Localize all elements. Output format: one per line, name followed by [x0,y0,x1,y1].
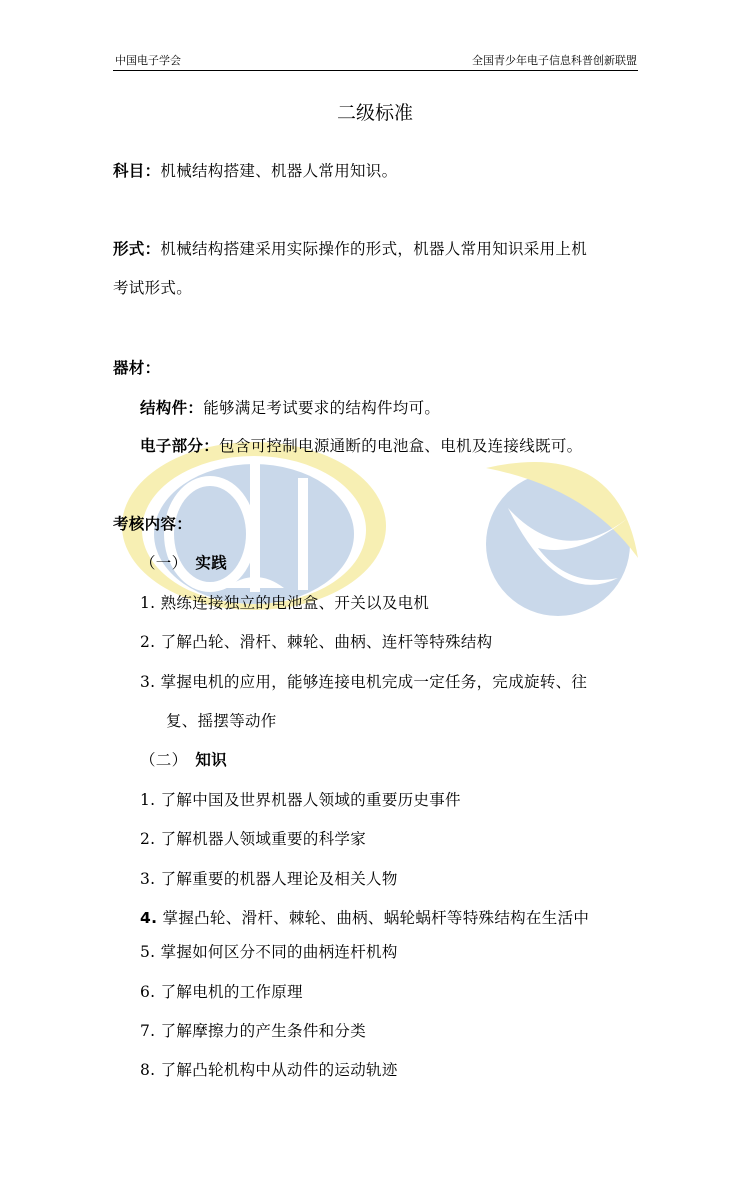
header-divider [113,70,638,71]
equipment-item-label: 结构件： [140,399,204,417]
item-text: 了解机器人领域重要的科学家 [160,830,367,848]
item-number: 7. [140,1022,156,1040]
item-number: 8. [140,1061,156,1079]
form-label: 形式： [113,240,161,258]
watermark-logo-right [468,448,640,620]
equipment-label: 器材： [113,359,161,377]
item-text: 熟练连接独立的电池盒、开关以及电机 [160,594,430,612]
header-left: 中国电子学会 [115,54,181,67]
list-item [140,670,587,692]
item-continuation: 复、摇摆等动作 [166,712,277,730]
item-number: 5. [140,943,156,961]
form-text-1: 机械结构搭建采用实际操作的形式，机器人常用知识采用上机 [160,240,588,258]
list-item [140,1019,366,1041]
item-text: 了解摩擦力的产生条件和分类 [160,1022,367,1040]
section-title: 实践 [195,554,228,572]
item-number: 2. [140,633,156,651]
item-number: 6. [140,983,156,1001]
list-item [140,980,303,1002]
section-heading [140,551,227,573]
equipment-item-text: 能够满足考试要求的结构件均可。 [203,399,441,417]
subject-text: 机械结构搭建、机器人常用知识。 [160,162,398,180]
item-number: 1. [140,791,156,809]
section-number: （一） [140,554,188,572]
section-title: 知识 [195,751,228,769]
item-number: 3. [140,870,156,888]
page-title: 二级标准 [336,102,413,124]
item-number: 2. [140,830,156,848]
item-text: 掌握凸轮、滑杆、棘轮、曲柄、蜗轮蜗杆等特殊结构在生活中 [162,909,590,927]
list-item [140,630,492,652]
item-number: 1. [140,594,156,612]
list-item [140,867,398,889]
item-text: 了解凸轮机构中从动件的运动轨迹 [160,1061,398,1079]
item-text: 了解中国及世界机器人领域的重要历史事件 [160,791,461,809]
list-item [140,788,461,810]
form-line-2: 考试形式。 [113,279,193,297]
item-text: 掌握电机的应用，能够连接电机完成一定任务，完成旋转、往 [160,673,588,691]
list-item [140,827,366,849]
item-number: 3. [140,673,156,691]
subject-label: 科目： [113,162,161,180]
form-line-1 [113,237,587,259]
list-item [140,591,429,613]
item-text: 了解电机的工作原理 [160,983,303,1001]
content-label: 考核内容： [113,515,193,533]
list-item [140,1058,398,1080]
item-number: 4. [140,909,158,927]
equipment-item [140,434,582,456]
equipment-item [140,396,440,418]
item-text: 了解重要的机器人理论及相关人物 [160,870,398,888]
section-number: （二） [140,751,188,769]
section-heading [140,748,227,770]
list-item [140,906,589,928]
subject-line [113,159,397,181]
equipment-item-text: 包含可控制电源通断的电池盒、电机及连接线既可。 [219,437,583,455]
item-text: 了解凸轮、滑杆、棘轮、曲柄、连杆等特殊结构 [160,633,493,651]
item-text: 掌握如何区分不同的曲柄连杆机构 [160,943,398,961]
equipment-item-label: 电子部分： [140,437,220,455]
list-item [140,940,398,962]
header-right: 全国青少年电子信息科普创新联盟 [472,54,637,67]
